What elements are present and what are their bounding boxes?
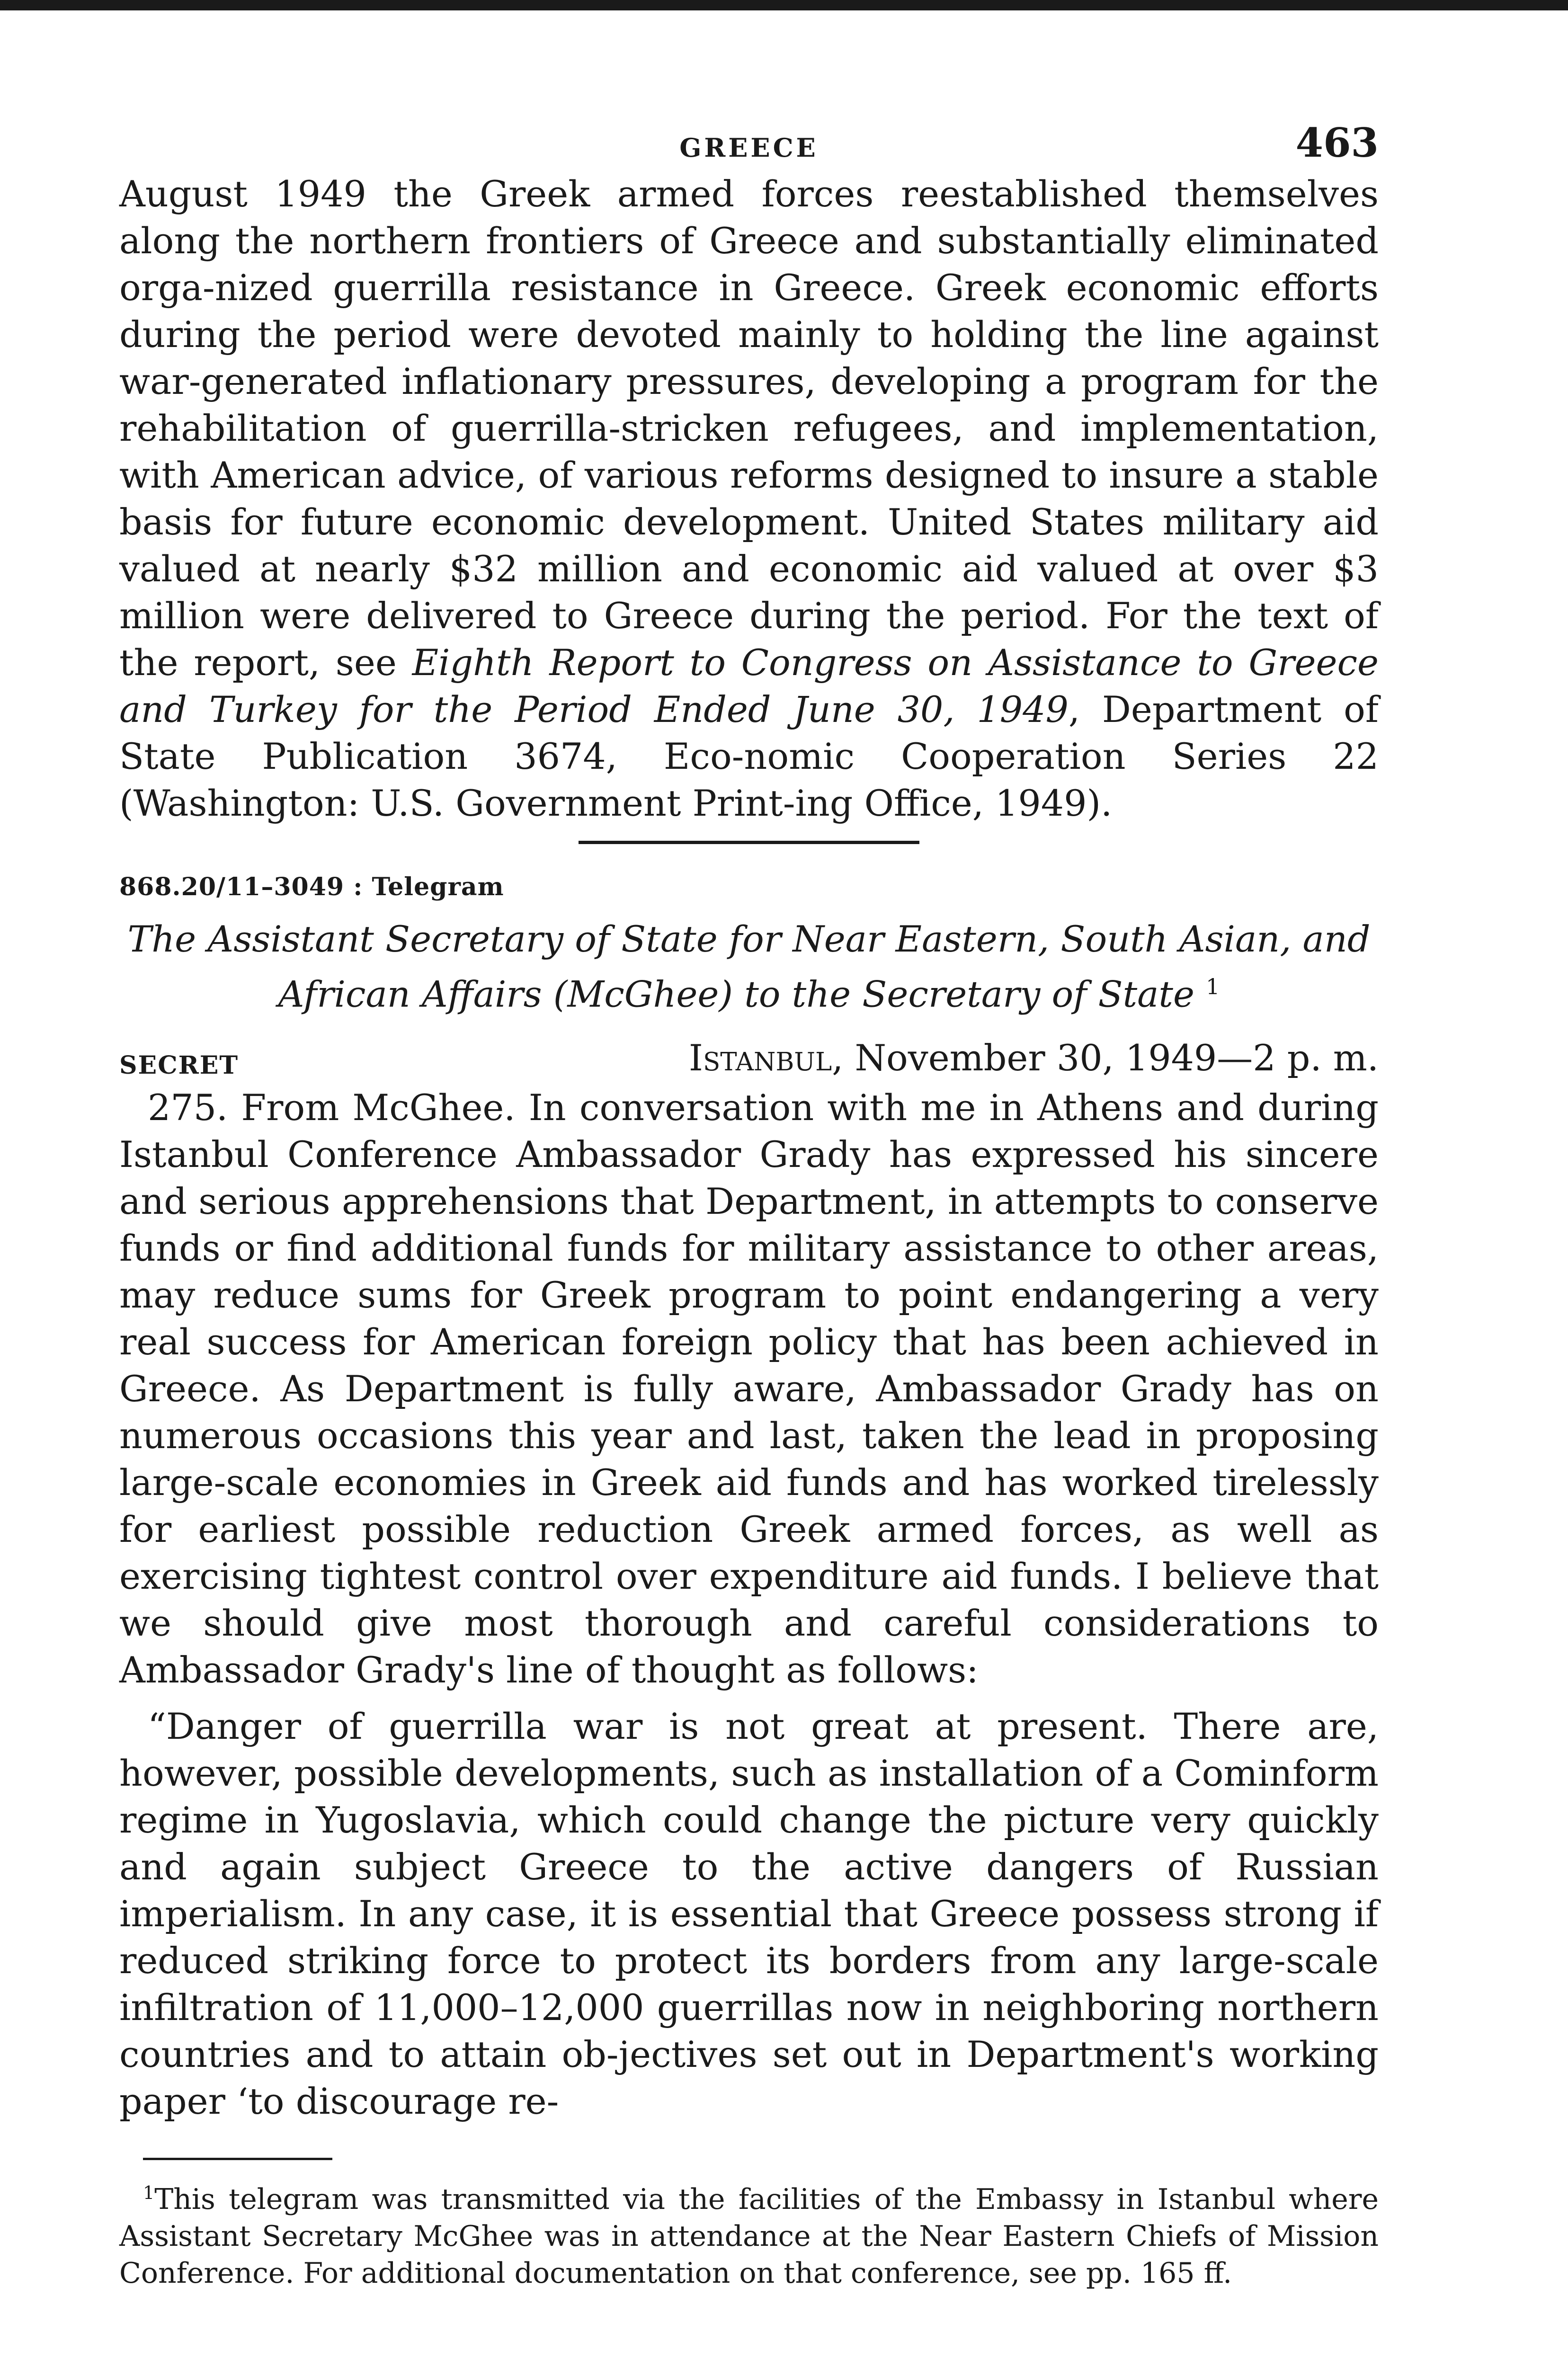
footnote [119, 2174, 1379, 2292]
telegram-paragraph-1: 275. From McGhee. In conversation with me in Athens and during Istanbul Conference Ambassador Grady has expressed his sincere and serious apprehensions that Department, in attempts to conserve funds or find additional funds for military assistance to other areas, may reduce sums for Greek program to point endangering a very real success for American foreign policy that has been achieved in Greece. As Department is fully aware, Ambassador Grady has on numerous occasions this year and last, taken the lead in proposing large-scale economies in Greek aid funds and has worked tirelessly for earliest possible reduction Greek armed forces, as well as exercising tightest control over expenditure aid funds. I believe that we should give most thorough and careful considerations to Ambassador Grady's line of thought as follows: [119, 1086, 1379, 1691]
page [119, 114, 1379, 2292]
file-reference: 868.20/11–3049 : Telegram [119, 872, 504, 901]
continuation-text-a: August 1949 the Greek armed forces reestablished themselves along the northern frontiers of Greece and substantially eliminated orga-nized guerrilla resistance in Greece. Greek economic efforts during the period were devoted mainly to holding the line against war-generated inflationary pressures, developing a program for the rehabilitation of guerrilla-stricken refugees, and implementation, with American advice, of various reforms designed to insure a stable basis for future economic development. United States military aid valued at nearly $32 million and economic aid valued at over $3 million were delivered to Greece during the period. For the text of the report, see [119, 173, 1379, 684]
footnote-rule [143, 2158, 332, 2160]
document-title-text: The Assistant Secretary of State for Near Eastern, South Asian, and African Affairs (McGhee) to the Secretary of State [127, 918, 1371, 1015]
top-edge-rule [0, 0, 1568, 10]
running-head [119, 114, 1379, 170]
dateline [119, 1037, 1379, 1084]
section-separator [579, 841, 919, 844]
classification-label: SECRET [119, 1051, 239, 1080]
footnote-text: This telegram was transmitted via the facilities of the Embassy in Istanbul where Assistant Secretary McGhee was in attendance at the Near Eastern Chiefs of Mission Conference. For additional documentation on that conference, see pp. 165 ff. [119, 2183, 1379, 2290]
page-number: 463 [1295, 119, 1379, 166]
place-date [689, 1037, 1379, 1079]
footnote-reference: 1 [1206, 974, 1220, 999]
continuation-paragraph [119, 170, 1379, 827]
document-title [119, 916, 1379, 1018]
continuation-text-b: , Department of State Publication 3674, Eco-nomic Cooperation Series 22 (Washington: U.S. Government Print-ing Office, 1949). [119, 688, 1379, 824]
date: November 30, 1949—2 p. m. [855, 1037, 1379, 1079]
section-title: GREECE [679, 133, 819, 163]
place: Istanbul, [688, 1037, 844, 1079]
report-title: Eighth Report to Congress on Assistance to Greece and Turkey for the Period Ended June 30, 1949 [119, 641, 1379, 730]
telegram-paragraph-2: “Danger of guerrilla war is not great at present. There are, however, possible developments, such as installation of a Cominform regime in Yugoslavia, which could change the picture very quickly and again subject Greece to the active dangers of Russian imperialism. In any case, it is essential that Greece possess strong if reduced striking force to protect its borders from any large-scale infiltration of 11,000–12,000 guerrillas now in neighboring northern countries and to attain ob-jectives set out in Department's working paper ‘to discourage re- [119, 1705, 1379, 2123]
footnote-mark: 1 [143, 2182, 155, 2204]
